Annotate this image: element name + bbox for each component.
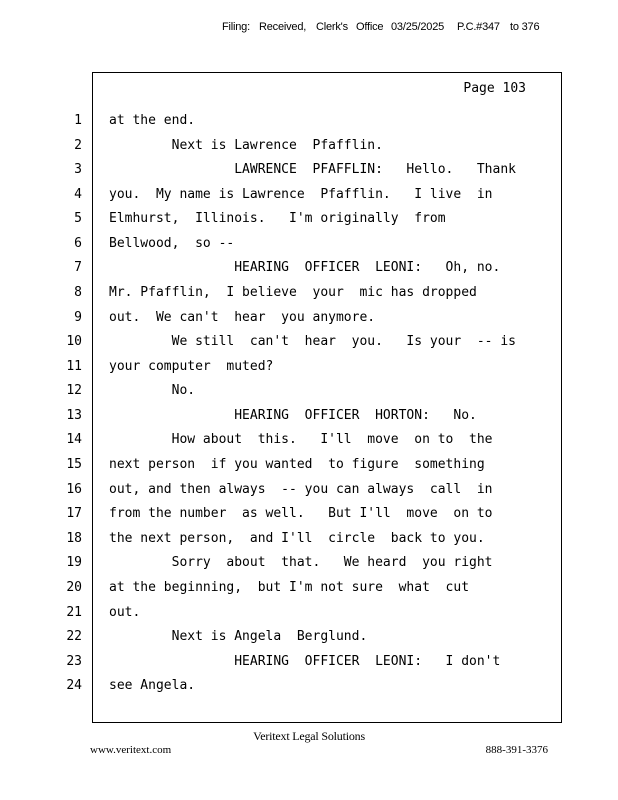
line-text: We still can't hear you. Is your -- is — [109, 334, 516, 349]
line-number: 16 — [66, 482, 82, 497]
line-text: at the beginning, but I'm not sure what cut — [109, 580, 470, 595]
line-number: 21 — [66, 605, 82, 620]
line-number: 7 — [74, 260, 82, 275]
filing-label: Filing: — [222, 21, 250, 33]
line-text: your computer muted? — [109, 359, 274, 374]
line-number: 22 — [66, 629, 82, 644]
line-text: out, and then always -- you can always call in — [109, 482, 493, 497]
footer-phone: 888-391-3376 — [485, 744, 548, 756]
line-number: 18 — [66, 531, 82, 546]
line-number: 5 — [74, 211, 82, 226]
line-number: 4 — [74, 187, 82, 202]
line-text: HEARING OFFICER LEONI: Oh, no. — [109, 260, 501, 275]
line-text: LAWRENCE PFAFFLIN: Hello. Thank — [109, 162, 516, 177]
line-number: 23 — [66, 654, 82, 669]
line-number: 2 — [74, 138, 82, 153]
line-text: No. — [109, 383, 196, 398]
line-number: 1 — [74, 113, 82, 128]
line-number: 3 — [74, 162, 82, 177]
line-number: 14 — [66, 432, 82, 447]
line-number: 15 — [66, 457, 82, 472]
line-text: at the end. — [109, 113, 196, 128]
line-number: 8 — [74, 285, 82, 300]
received-label: Received, — [259, 21, 307, 33]
line-number: 9 — [74, 310, 82, 325]
page-number: Page 103 — [463, 81, 526, 96]
line-number: 20 — [66, 580, 82, 595]
line-text: next person if you wanted to figure something — [109, 457, 485, 472]
line-text: from the number as well. But I'll move on to — [109, 506, 493, 521]
line-number: 17 — [66, 506, 82, 521]
clerks-label: Clerk's — [316, 21, 348, 33]
filing-date: 03/25/2025 — [391, 21, 445, 33]
office-label: Office — [356, 21, 384, 33]
line-text: Bellwood, so -- — [109, 236, 235, 251]
line-text: Mr. Pfafflin, I believe your mic has dropped — [109, 285, 477, 300]
line-text: out. We can't hear you anymore. — [109, 310, 376, 325]
filing-stamp-header — [0, 21, 618, 41]
line-text: you. My name is Lawrence Pfafflin. I live in — [109, 187, 493, 202]
page-range: to 376 — [510, 21, 540, 33]
line-number: 11 — [66, 359, 82, 374]
line-number: 12 — [66, 383, 82, 398]
line-text: Next is Angela Berglund. — [109, 629, 368, 644]
line-number: 13 — [66, 408, 82, 423]
line-number: 24 — [66, 678, 82, 693]
line-text: see Angela. — [109, 678, 196, 693]
line-text: HEARING OFFICER LEONI: I don't — [109, 654, 501, 669]
line-text: out. — [109, 605, 141, 620]
line-text: Next is Lawrence Pfafflin. — [109, 138, 383, 153]
footer-website: www.veritext.com — [90, 744, 172, 756]
line-text: How about this. I'll move on to the — [109, 432, 493, 447]
line-text: the next person, and I'll circle back to you. — [109, 531, 485, 546]
line-text: Elmhurst, Illinois. I'm originally from — [109, 211, 446, 226]
line-text: Sorry about that. We heard you right — [109, 555, 493, 570]
line-text: HEARING OFFICER HORTON: No. — [109, 408, 477, 423]
footer-company: Veritext Legal Solutions — [253, 729, 365, 743]
pc-number: P.C.#347 — [457, 21, 500, 33]
line-number: 19 — [66, 555, 82, 570]
line-number: 10 — [66, 334, 82, 349]
line-number: 6 — [74, 236, 82, 251]
